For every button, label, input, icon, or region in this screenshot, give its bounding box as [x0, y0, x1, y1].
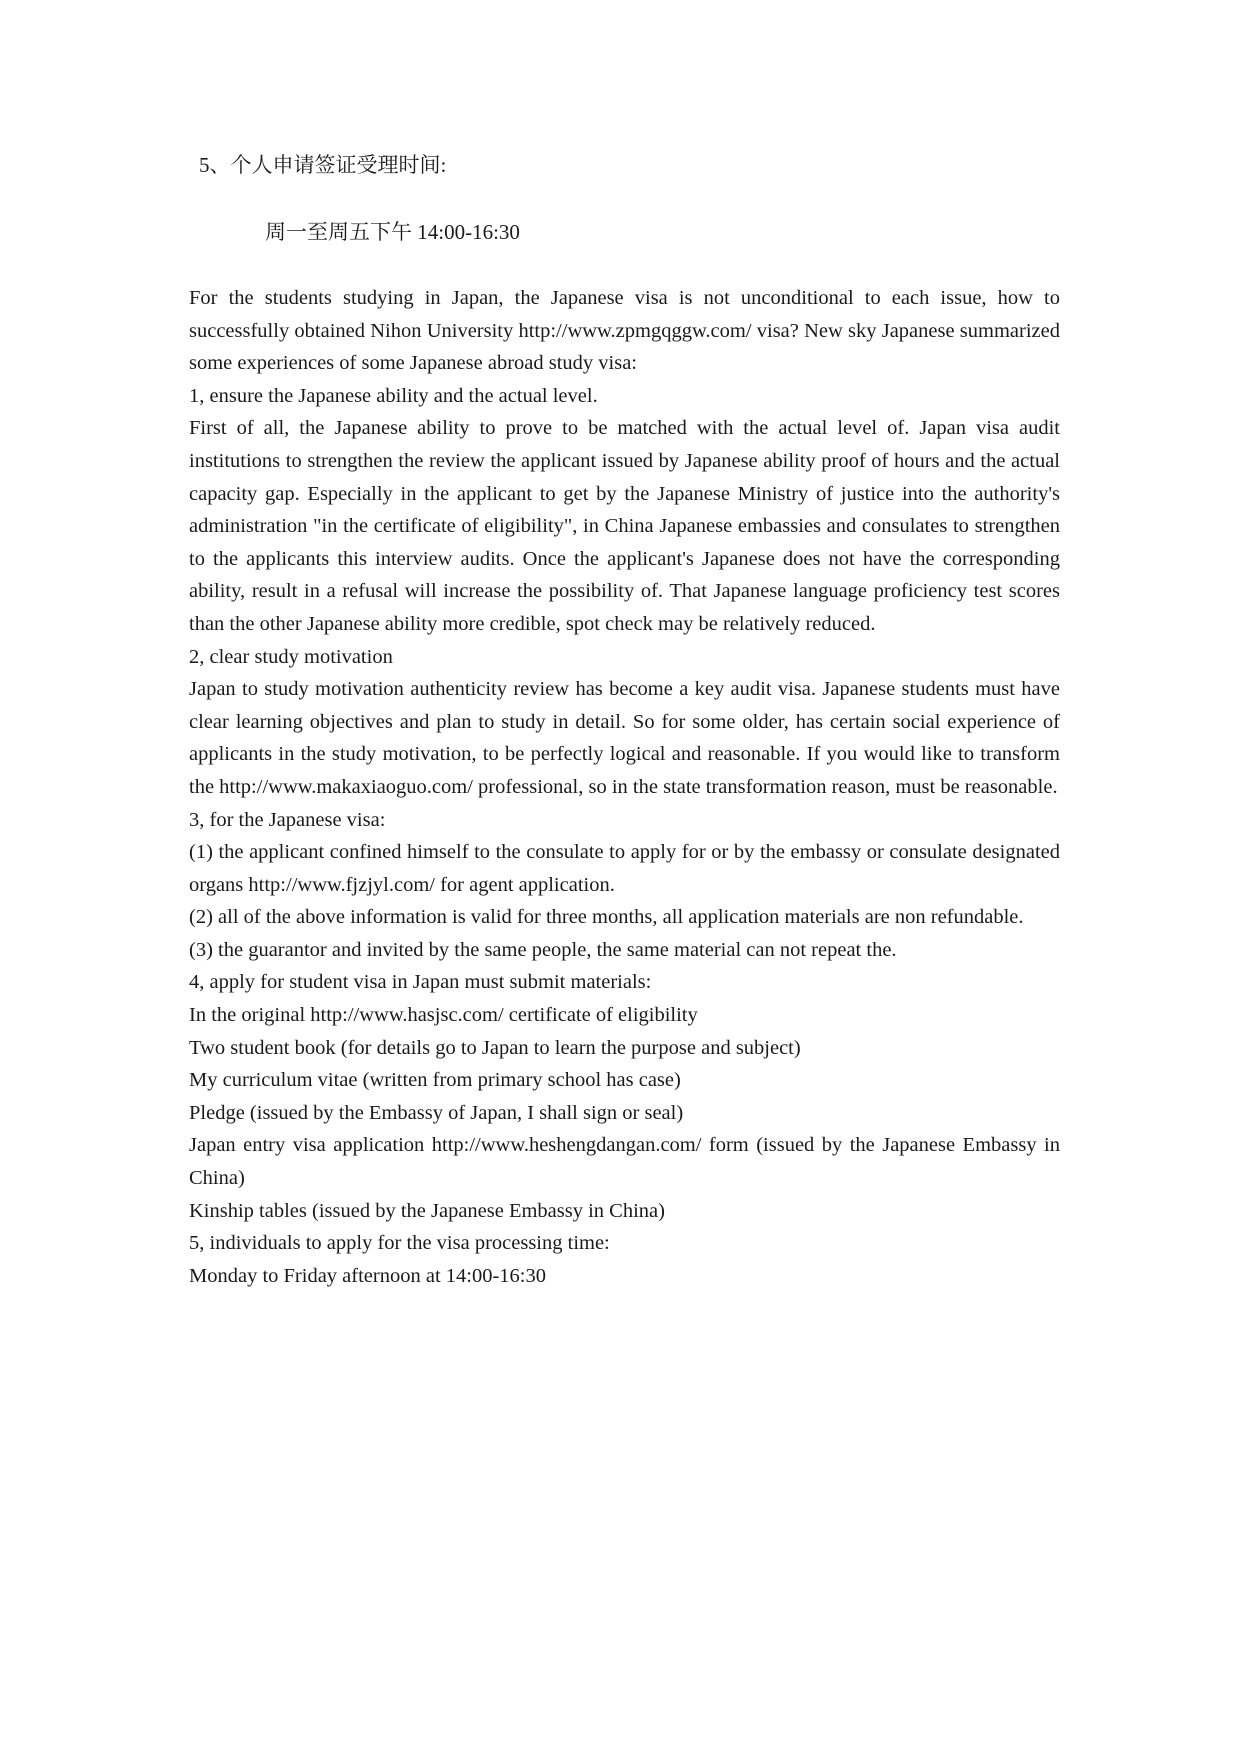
- intro-paragraph: For the students studying in Japan, the Japanese visa is not unconditional to each issue, how to successfully obtained Nihon University http://www.zpmgqggw.com/ visa? New sky Japanese summarized some experiences of some Japanese abroad study visa:: [189, 287, 1060, 375]
- chinese-processing-hours: 周一至周五下午 14:00-16:30: [265, 220, 520, 244]
- visa-rule-1: (1) the applicant confined himself to the consulate to apply for or by the embassy or consulate designated organs http://www.fjzjyl.com/ for agent application.: [189, 841, 1060, 896]
- processing-hours: Monday to Friday afternoon at 14:00-16:30: [189, 1264, 546, 1287]
- chinese-section-heading: 5、个人申请签证受理时间:: [199, 153, 447, 177]
- material-item: Two student book (for details go to Japan to learn the purpose and subject): [189, 1036, 801, 1059]
- ability-paragraph: First of all, the Japanese ability to prove to be matched with the actual level of. Japan visa audit institutions to strengthen the review the applicant issued by Japanese ability proof of hours and the actual capacity gap. Especially in the applicant to get by the Japanese Ministry of justice into the authority's administration "in the certificate of eligibility", in China Japanese embassies and consulates to strengthen to the applicants this interview audits. Once the applicant's Japanese does not have the corresponding ability, result in a refusal will increase the possibility of. That Japanese language proficiency test scores than the other Japanese ability more credible, spot check may be relatively reduced.: [189, 417, 1060, 635]
- section-heading-motivation: 2, clear study motivation: [189, 645, 393, 668]
- material-item: My curriculum vitae (written from primary school has case): [189, 1069, 681, 1092]
- section-heading-processing-time: 5, individuals to apply for the visa processing time:: [189, 1232, 610, 1255]
- material-item: In the original http://www.hasjsc.com/ certificate of eligibility: [189, 1004, 698, 1027]
- visa-rule-3: (3) the guarantor and invited by the same people, the same material can not repeat the.: [189, 938, 897, 961]
- section-heading-materials: 4, apply for student visa in Japan must submit materials:: [189, 971, 652, 994]
- section-heading-visa: 3, for the Japanese visa:: [189, 808, 386, 831]
- material-item: Japan entry visa application http://www.heshengdangan.com/ form (issued by the Japanese Embassy in China): [189, 1134, 1060, 1190]
- motivation-paragraph: Japan to study motivation authenticity review has become a key audit visa. Japanese students must have clear learning objectives and plan to study in detail. So for some older, has certain social experience of applicants in the study motivation, to be perfectly logical and reasonable. If you would like to transform the http://www.makaxiaoguo.com/ professional, so in the state transformation reason, must be reasonable.: [189, 678, 1060, 798]
- material-item: Kinship tables (issued by the Japanese Embassy in China): [189, 1199, 665, 1222]
- visa-rule-2: (2) all of the above information is valid for three months, all application materials are non refundable.: [189, 906, 1024, 929]
- section-heading-ability: 1, ensure the Japanese ability and the actual level.: [189, 384, 598, 407]
- article-body: [189, 282, 1060, 1292]
- material-item: Pledge (issued by the Embassy of Japan, I shall sign or seal): [189, 1101, 684, 1124]
